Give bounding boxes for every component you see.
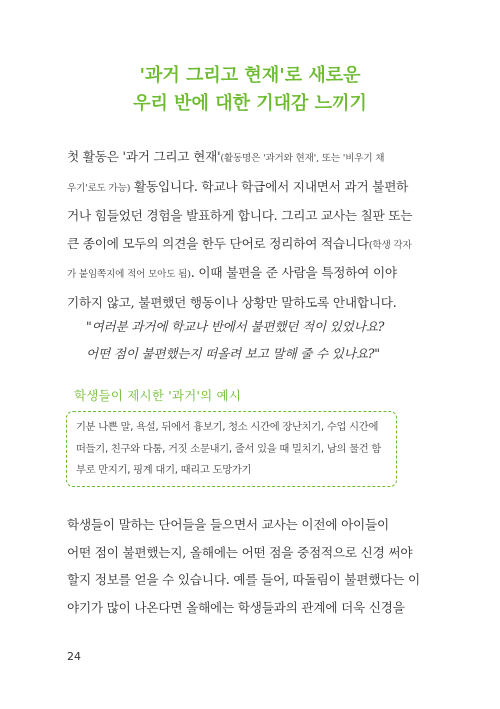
- examples-box: [66, 411, 397, 487]
- closing-line-4: 야기가 많이 나온다면 올해에는 학생들과의 관계에 더욱 신경을: [67, 599, 405, 615]
- intro-line-1: [67, 143, 442, 173]
- intro-line-2-main: 활동입니다. 학교나 학급에서 지내면서 과거 불편하: [130, 178, 409, 194]
- examples-line-2: 떠들기, 친구와 다툼, 거짓 소문내기, 줄서 있을 때 밀치기, 남의 물건 함: [76, 442, 382, 455]
- intro-line-5: [67, 259, 442, 289]
- intro-line-2-note: 우기'로도 가능): [67, 182, 131, 194]
- intro-line-4-note: (학생 각자: [368, 239, 412, 251]
- closing-paragraph: [67, 511, 442, 621]
- quote-line-2: 어떤 점이 불편했는지 떠올려 보고 말해 줄 수 있나요?": [86, 346, 380, 361]
- intro-line-5-note: 가 붙임쪽지에 적어 모아도 됨): [67, 269, 191, 281]
- closing-line-1: 학생들이 말하는 단어들을 들으면서 교사는 이전에 아이들이: [67, 517, 389, 532]
- section-title-line-2: 우리 반에 대한 기대감 느끼기: [133, 93, 367, 114]
- intro-line-4-main: 큰 종이에 모두의 의견을 한두 단어로 정리하여 적습니다: [67, 235, 369, 251]
- intro-line-2: [67, 173, 442, 203]
- examples-line-3: 부로 만지기, 핑계 대기, 때리고 도망가기: [76, 464, 252, 476]
- intro-line-4: [67, 230, 442, 260]
- examples-line-1: 기분 나쁜 말, 욕설, 뒤에서 흉보기, 청소 시간에 장난치기, 수업 시간에: [76, 421, 379, 433]
- section-title: [0, 62, 500, 118]
- section-title-line-1: '과거 그리고 현재'로 새로운: [139, 65, 361, 86]
- intro-line-1-main: 첫 활동은 '과거 그리고 현재': [67, 149, 221, 164]
- teacher-quote: [86, 313, 446, 367]
- quote-line-1: "여러분 과거에 학교나 반에서 불편했던 적이 있었나요?: [86, 319, 385, 334]
- intro-line-5-main: . 이때 불편을 준 사람을 특정하여 이야: [190, 265, 397, 281]
- intro-line-3: 거나 힘들었던 경험을 발표하게 합니다. 그리고 교사는 칠판 또는: [67, 208, 413, 224]
- intro-paragraph: [67, 143, 442, 317]
- closing-line-3: 할지 정보를 얻을 수 있습니다. 예를 들어, 따돌림이 불편했다는 이: [67, 572, 420, 588]
- closing-line-2: 어떤 점이 불편했는지, 올해에는 어떤 점을 중점적으로 신경 써야: [67, 544, 413, 560]
- intro-line-1-note: (활동명은 '과거와 현재', 또는 '비우기 채: [220, 153, 385, 164]
- intro-line-6: 기하지 않고, 불편했던 행동이나 상황만 말하도록 안내합니다.: [67, 294, 397, 310]
- examples-heading: 학생들이 제시한 '과거'의 예시: [74, 388, 242, 403]
- page-number: 24: [67, 650, 81, 663]
